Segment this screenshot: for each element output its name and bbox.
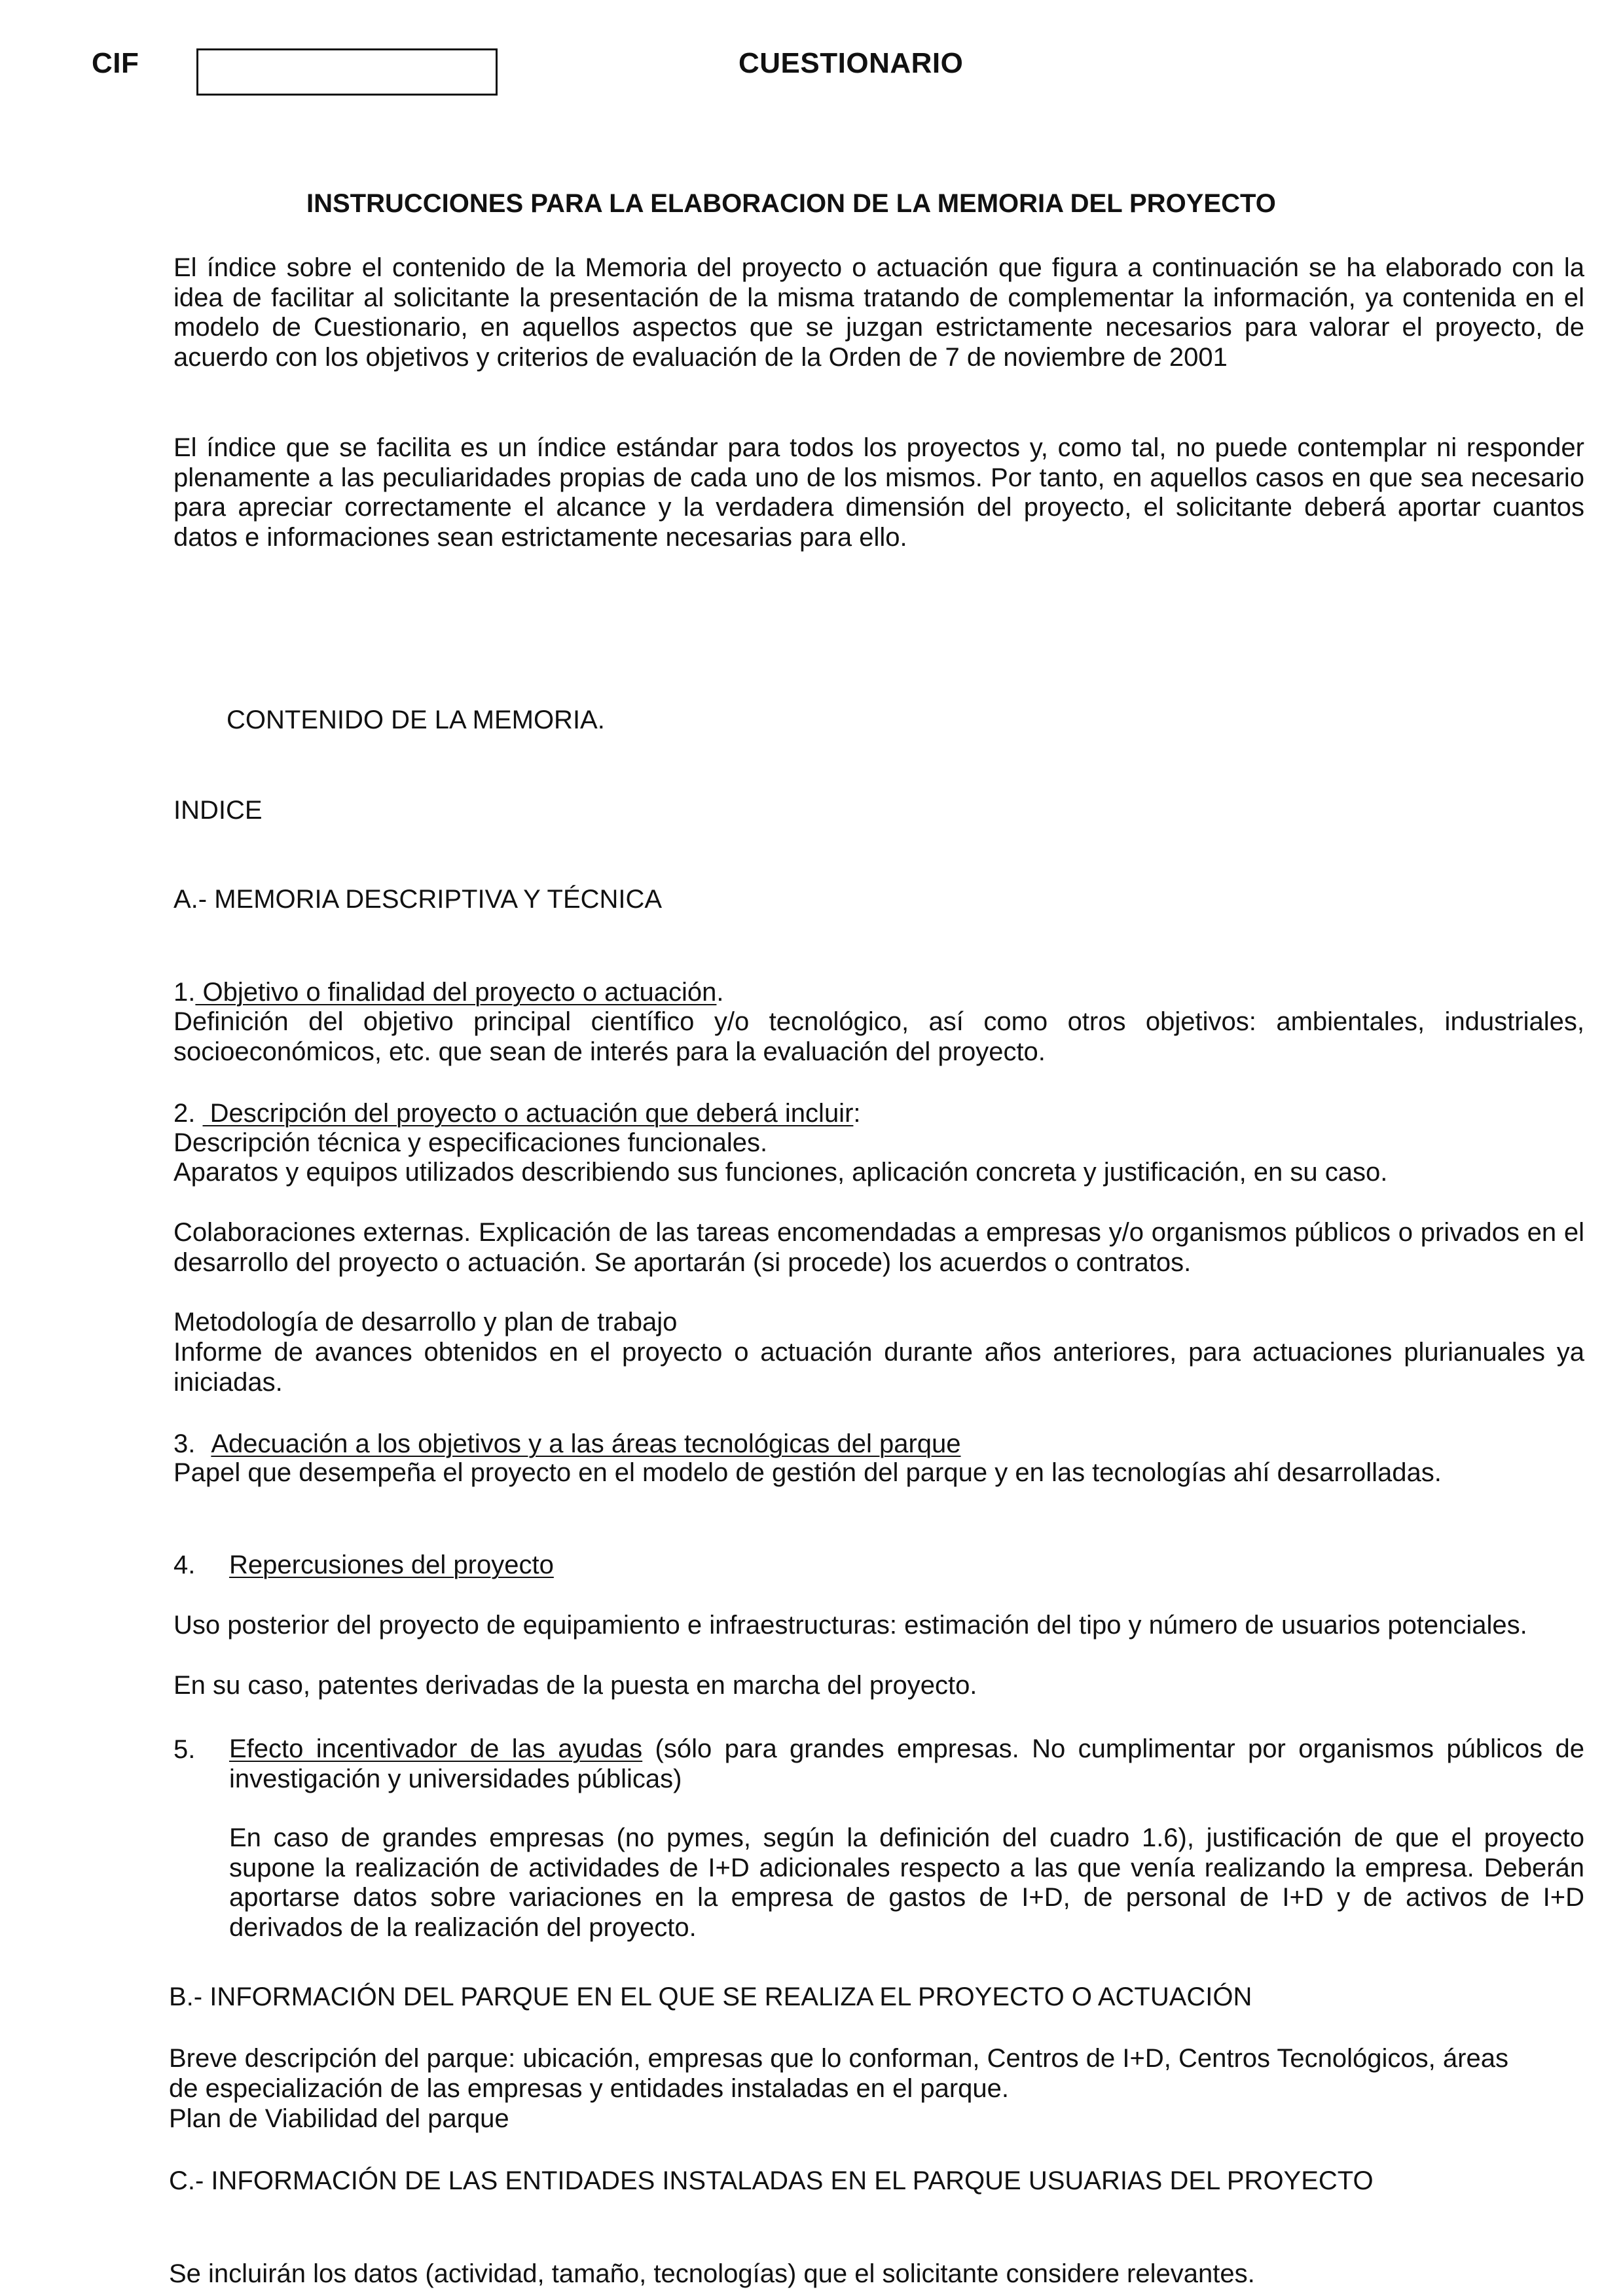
item-2-line-4: Metodología de desarrollo y plan de trabajo: [173, 1308, 678, 1336]
item-5-heading-rest: (sólo para grandes empresas. No cumplimentar por organismos públicos de investigación y universidades públicas): [229, 1734, 1584, 1793]
item-3-heading-text: Adecuación a los objetivos y a las áreas tecnológicas del parque: [211, 1429, 961, 1458]
section-b-text-1: Breve descripción del parque: ubicación, empresas que lo conforman, Centros de I+D, Centros Tecnológicos, áreas de especialización de las empresas y entidades instaladas en el parque.: [169, 2044, 1508, 2103]
section-a-title: A.- MEMORIA DESCRIPTIVA Y TÉCNICA: [173, 885, 663, 914]
instructions-paragraph-1: El índice sobre el contenido de la Memoria del proyecto o actuación que figura a continuación se ha elaborado con la idea de facilitar al solicitante la presentación de la misma tratando de complementar la información, ya contenida en el modelo de Cuestionario, en aquellos aspectos que se juzgan estrictamente necesarios para valorar el proyecto, de acuerdo con los objetivos y criterios de evaluación de la Orden de 7 de noviembre de 2001: [173, 253, 1584, 372]
item-5-heading: [229, 1734, 1584, 1794]
section-c-title: C.- INFORMACIÓN DE LAS ENTIDADES INSTALADAS EN EL PARQUE USUARIAS DEL PROYECTO: [169, 2166, 1374, 2195]
section-c-text: Se incluirán los datos (actividad, tamaño, tecnologías) que el solicitante considere relevantes.: [169, 2259, 1255, 2288]
item-1-heading: [173, 977, 724, 1007]
item-1-heading-text: Objetivo o finalidad del proyecto o actuación: [195, 978, 717, 1007]
item-2-heading: [173, 1098, 861, 1128]
item-2-line-2: Aparatos y equipos utilizados describiendo sus funciones, aplicación concreta y justificación, en su caso.: [173, 1158, 1388, 1187]
item-5-number: 5.: [173, 1735, 196, 1764]
indice-title: INDICE: [173, 796, 263, 825]
item-4-text-1: Uso posterior del proyecto de equipamiento e infraestructuras: estimación del tipo y número de usuarios potenciales.: [173, 1611, 1527, 1640]
item-5-text: En caso de grandes empresas (no pymes, según la definición del cuadro 1.6), justificación de que el proyecto supone la realización de actividades de I+D adicionales respecto a las que venía realizando la empresa. Deberán aportarse datos sobre variaciones en la empresa de gastos de I+D, de personal de I+D y de activos de I+D derivados de la realización del proyecto.: [229, 1823, 1584, 1942]
item-3-text: Papel que desempeña el proyecto en el modelo de gestión del parque y en las tecnologías ahí desarrolladas.: [173, 1458, 1442, 1487]
item-4-text-2: En su caso, patentes derivadas de la puesta en marcha del proyecto.: [173, 1671, 977, 1700]
instructions-title: INSTRUCCIONES PARA LA ELABORACION DE LA MEMORIA DEL PROYECTO: [306, 189, 1276, 218]
section-b-title: B.- INFORMACIÓN DEL PARQUE EN EL QUE SE REALIZA EL PROYECTO O ACTUACIÓN: [169, 1982, 1252, 2011]
instructions-paragraph-2: El índice que se facilita es un índice estándar para todos los proyectos y, como tal, no puede contemplar ni responder plenamente a las peculiaridades propias de cada uno de los mismos. Por tanto, en aquellos casos en que sea necesario para apreciar correctamente el alcance y la verdadera dimensión del proyecto, el solicitante deberá aportar cuantos datos e informaciones sean estrictamente necesarias para ello.: [173, 433, 1584, 552]
item-2-line-5: Informe de avances obtenidos en el proyecto o actuación durante años anteriores, para actuaciones plurianuales ya iniciadas.: [173, 1338, 1584, 1397]
item-1-text: Definición del objetivo principal científico y/o tecnológico, así como otros objetivos: ambientales, industriales, socioeconómicos, etc. que sean de interés para la evaluación del proyecto.: [173, 1007, 1584, 1066]
item-2-number: 2.: [173, 1099, 203, 1128]
item-2-heading-text: Descripción del proyecto o actuación que deberá incluir: [202, 1099, 854, 1128]
item-2-line-3: Colaboraciones externas. Explicación de las tareas encomendadas a empresas y/o organismos públicos o privados en el desarrollo del proyecto o actuación. Se aportarán (si procede) los acuerdos o contratos.: [173, 1218, 1584, 1277]
document-title: CUESTIONARIO: [739, 47, 964, 79]
item-2-heading-end: :: [853, 1099, 861, 1128]
item-1-heading-end: .: [716, 978, 724, 1007]
cif-label: CIF: [92, 47, 139, 79]
item-4-number: 4.: [173, 1551, 196, 1579]
item-3-heading: [173, 1429, 961, 1459]
item-2-line-1: Descripción técnica y especificaciones funcionales.: [173, 1128, 768, 1157]
section-b-text-2: Plan de Viabilidad del parque: [169, 2104, 509, 2133]
cif-input-box[interactable]: [196, 48, 498, 96]
contenido-title: CONTENIDO DE LA MEMORIA.: [227, 706, 605, 734]
item-4-heading: Repercusiones del proyecto: [229, 1551, 554, 1579]
item-3-number: 3.: [173, 1429, 196, 1458]
item-5-heading-text: Efecto incentivador de las ayudas: [229, 1734, 643, 1763]
item-1-number: 1.: [173, 978, 196, 1007]
